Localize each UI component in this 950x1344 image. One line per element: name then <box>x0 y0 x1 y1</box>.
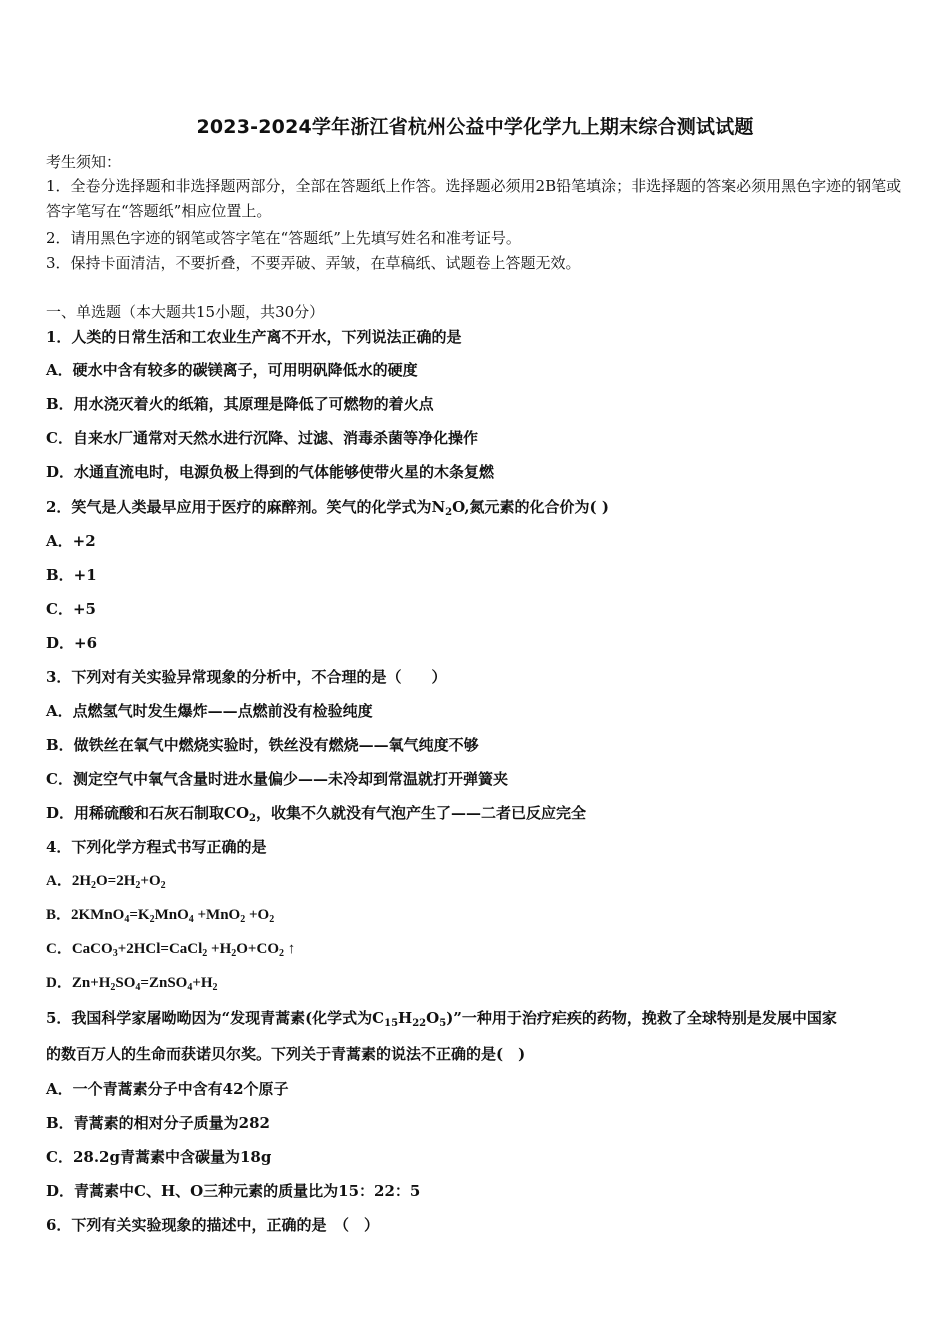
question-4-option-d: D．$Zn+H_2SO_4=ZnSO_4+H_2$ <box>46 975 218 993</box>
exam-title: 2023-2024学年浙江省杭州公益中学化学九上期末综合测试试题 <box>196 116 754 138</box>
question-5-subscript-c: 15 <box>384 1018 399 1029</box>
question-5-element-h: H <box>398 1009 413 1027</box>
question-4-stem: 4．下列化学方程式书写正确的是 <box>46 838 267 856</box>
question-1-option-b: B．用水浇灭着火的纸箱，其原理是降低了可燃物的着火点 <box>46 395 434 413</box>
question-2-option-b: B．+1 <box>46 566 97 584</box>
notice-item-2: 2．请用黑色字迹的钢笔或答字笔在“答题纸”上先填写姓名和准考证号。 <box>46 229 521 247</box>
question-1-option-c: C．自来水厂通常对天然水进行沉降、过滤、消毒杀菌等净化操作 <box>46 429 478 447</box>
question-1-option-d: D．水通直流电时，电源负极上得到的气体能够使带火星的木条复燃 <box>46 463 495 481</box>
question-2-option-a: A．+2 <box>46 532 96 550</box>
question-3-option-c: C．测定空气中氧气含量时进水量偏少——未冷却到常温就打开弹簧夹 <box>46 770 508 788</box>
question-3-option-b: B．做铁丝在氧气中燃烧实验时，铁丝没有燃烧——氧气纯度不够 <box>46 736 479 754</box>
question-4-option-a-label: A． <box>46 873 72 889</box>
question-3-stem: 3．下列对有关实验异常现象的分析中，不合理的是（ ） <box>46 668 447 686</box>
question-2-stem-part1: 2．笑气是人类最早应用于医疗的麻醉剂。笑气的化学式为N <box>46 498 446 516</box>
question-5-stem-line1 <box>46 1008 837 1028</box>
question-2-stem-subscript: 2 <box>445 507 453 518</box>
question-3-option-a: A．点燃氢气时发生爆炸——点燃前没有检验纯度 <box>46 702 373 720</box>
notice-heading: 考生须知： <box>46 153 122 171</box>
question-5-option-a: A．一个青蒿素分子中含有42个原子 <box>46 1080 289 1098</box>
question-4-option-b: B．$2KMnO_4=K_2MnO_4 +MnO_2 +O_2$ <box>46 907 275 925</box>
question-3-option-d-subscript: 2 <box>249 813 256 824</box>
question-3-option-d-part2: ，收集不久就没有气泡产生了——二者已反应完全 <box>255 804 586 822</box>
question-3-option-d <box>46 803 586 823</box>
question-5-stem-line2: 的数百万人的生命而获诺贝尔奖。下列关于青蒿素的说法不正确的是( ) <box>46 1045 526 1063</box>
question-5-option-c: C．28.2g青蒿素中含碳量为18g <box>46 1148 272 1166</box>
question-2-option-c: C．+5 <box>46 600 96 618</box>
question-4-option-c-label: C． <box>46 941 72 957</box>
question-4-option-c: C．CaCO$_3$+2HCl=CaCl$_2$ $+H_2O+CO_2$ ↑ <box>46 941 296 959</box>
question-4-option-b-label: B． <box>46 907 72 923</box>
gas-arrow-icon: ↑ <box>287 941 296 957</box>
question-5-subscript-h: 22 <box>412 1018 427 1029</box>
notice-item-3: 3．保持卡面清洁，不要折叠，不要弄破、弄皱，在草稿纸、试题卷上答题无效。 <box>46 254 581 272</box>
question-5-option-b: B．青蒿素的相对分子质量为282 <box>46 1114 270 1132</box>
notice-item-1: 1．全卷分选择题和非选择题两部分，全部在答题纸上作答。选择题必须用2B铅笔填涂；非选择题的答案必须用黑色字迹的钢笔或答字笔写在“答题纸”相应位置上。 <box>46 177 902 220</box>
question-5-stem-part1: 5．我国科学家屠呦呦因为“发现青蒿素(化学式为C <box>46 1009 385 1027</box>
question-5-stem-part2: )”一种用于治疗疟疾的药物，挽救了全球特别是发展中国家 <box>446 1009 837 1027</box>
question-5-subscript-o: 5 <box>439 1018 447 1029</box>
question-6-stem: 6．下列有关实验现象的描述中，正确的是 （ ） <box>46 1216 379 1234</box>
question-1-option-a: A．硬水中含有较多的碳镁离子，可用明矾降低水的硬度 <box>46 361 418 379</box>
question-3-option-d-part1: D．用稀硫酸和石灰石制取CO <box>46 804 250 822</box>
question-2-stem <box>46 497 609 517</box>
question-1-stem: 1．人类的日常生活和工农业生产离不开水，下列说法正确的是 <box>46 328 462 346</box>
question-2-option-d: D．+6 <box>46 634 98 652</box>
question-5-element-o: O <box>426 1009 440 1027</box>
question-4-option-a: A．$2H_2O=2H_2+O_2$ <box>46 873 166 891</box>
question-4-option-d-label: D． <box>46 975 72 991</box>
question-5-option-d: D．青蒿素中C、H、O三种元素的质量比为15：22：5 <box>46 1182 421 1200</box>
question-2-stem-part2: O,氮元素的化合价为( ) <box>452 498 609 516</box>
section-heading: 一、单选题（本大题共15小题，共30分） <box>46 303 325 321</box>
